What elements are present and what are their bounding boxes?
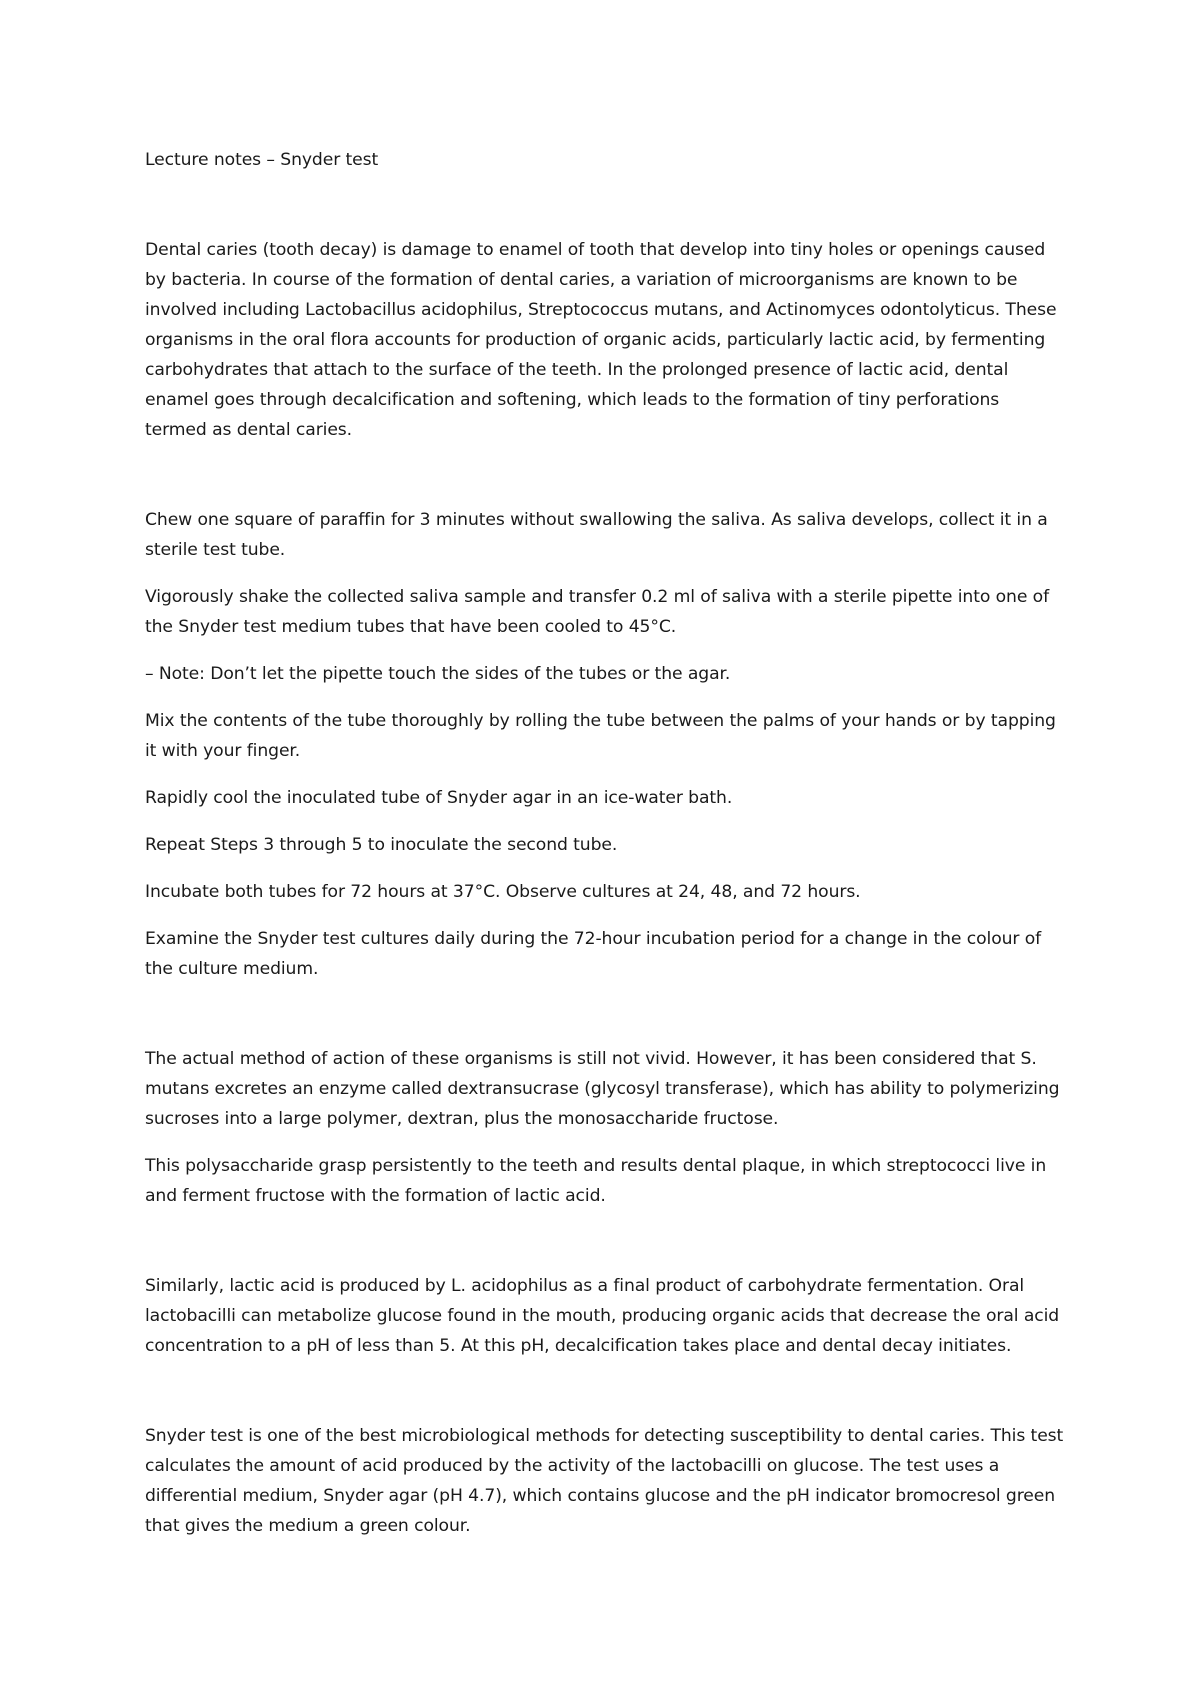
document-body	[145, 145, 1065, 1541]
procedure-note: – Note: Don’t let the pipette touch the sides of the tubes or the agar.	[145, 664, 731, 684]
procedure-step-2: Vigorously shake the collected saliva sample and transfer 0.2 ml of saliva with a sterile pipette into one of the Snyder test medium tubes that have been cooled to 45°C.	[145, 587, 1050, 637]
snyder-test-paragraph: Snyder test is one of the best microbiological methods for detecting susceptibility to dental caries. This test calculates the amount of acid produced by the activity of the lactobacilli on glucose. The test uses a differential medium, Snyder agar (pH 4.7), which contains glucose and the pH indicator bromocresol green that gives the medium a green colour.	[145, 1426, 1064, 1536]
document-title: Lecture notes – Snyder test	[145, 150, 379, 170]
procedure-step-4: Rapidly cool the inoculated tube of Snyder agar in an ice-water bath.	[145, 788, 733, 808]
procedure-step-1: Chew one square of paraffin for 3 minutes without swallowing the saliva. As saliva develops, collect it in a sterile test tube.	[145, 510, 1048, 560]
lactobacilli-paragraph: Similarly, lactic acid is produced by L. acidophilus as a final product of carbohydrate fermentation. Oral lactobacilli can metabolize glucose found in the mouth, producing organic acids that decrease the oral acid concentration to a pH of less than 5. At this pH, decalcification takes place and dental decay initiates.	[145, 1276, 1060, 1356]
procedure-step-6: Incubate both tubes for 72 hours at 37°C. Observe cultures at 24, 48, and 72 hours.	[145, 882, 861, 902]
intro-paragraph: Dental caries (tooth decay) is damage to enamel of tooth that develop into tiny holes or openings caused by bacteria. In course of the formation of dental caries, a variation of microorganisms are known to be involved including Lactobacillus acidophilus, Streptococcus mutans, and Actinomyces odontolyticus. These organisms in the oral flora accounts for production of organic acids, particularly lactic acid, by fermenting carbohydrates that attach to the surface of the teeth. In the prolonged presence of lactic acid, dental enamel goes through decalcification and softening, which leads to the formation of tiny perforations termed as dental caries.	[145, 240, 1057, 440]
procedure-step-3: Mix the contents of the tube thoroughly by rolling the tube between the palms of your hands or by tapping it with your finger.	[145, 711, 1056, 761]
mechanism-paragraph-1: The actual method of action of these organisms is still not vivid. However, it has been considered that S. mutans excretes an enzyme called dextransucrase (glycosyl transferase), which has ability to polymerizing sucroses into a large polymer, dextran, plus the monosaccharide fructose.	[145, 1049, 1060, 1129]
mechanism-paragraph-2: This polysaccharide grasp persistently to the teeth and results dental plaque, in which streptococci live in and ferment fructose with the formation of lactic acid.	[145, 1156, 1047, 1206]
procedure-step-7: Examine the Snyder test cultures daily during the 72-hour incubation period for a change in the colour of the culture medium.	[145, 929, 1042, 979]
procedure-step-5: Repeat Steps 3 through 5 to inoculate the second tube.	[145, 835, 618, 855]
